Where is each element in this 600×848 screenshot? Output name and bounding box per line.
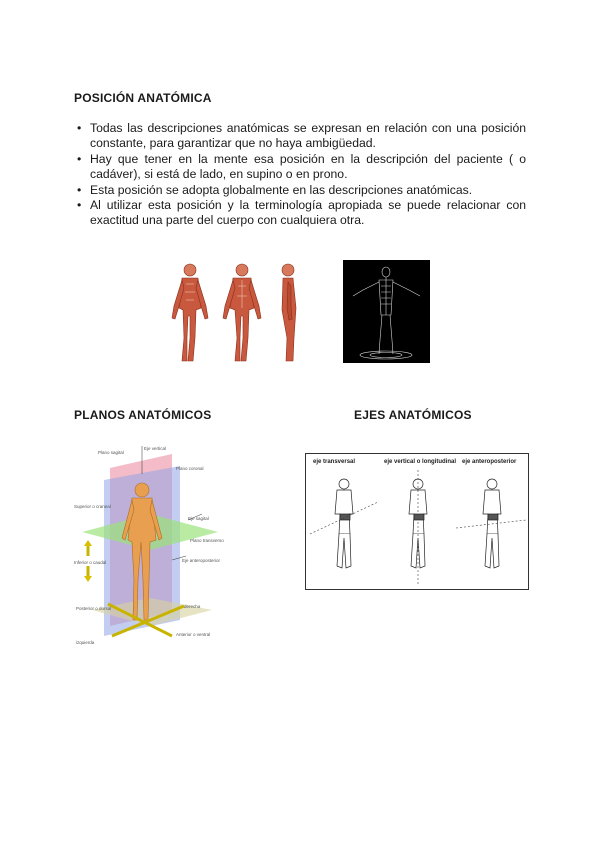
posicion-bullet-list (74, 121, 526, 229)
anatomical-planes-diagram (72, 440, 228, 650)
heading-planos-anatomicos: PLANOS ANATÓMICOS (74, 408, 212, 422)
axis-label: eje transversal (313, 459, 356, 465)
muscular-figures-image (160, 258, 310, 364)
heading-ejes-anatomicos: EJES ANATÓMICOS (354, 408, 472, 422)
planos-label: Eje vertical (144, 446, 167, 451)
axis-label: eje vertical o longitudinal (384, 459, 457, 465)
planos-label: Anterior o ventral (176, 632, 211, 637)
planos-label: derecha (184, 604, 201, 609)
planos-label: Plano sagital (98, 450, 124, 455)
planos-label: Superior o craneal (74, 504, 111, 509)
planos-label: Eje anteroposterior (182, 558, 221, 563)
planos-label: izquierda (76, 640, 95, 645)
planos-label: Plano coronal (176, 466, 204, 471)
bullet-item: • Esta posición se adopta globalmente en las descripciones anatómicas. (74, 183, 526, 198)
anatomical-axes-diagram (305, 453, 529, 590)
bullet-item: • Al utilizar esta posición y la terminología apropiada se puede relacionar con exactitud una parte del cuerpo con cualquiera otra. (74, 198, 526, 229)
planos-label: Inferior o caudal (74, 560, 107, 565)
planos-label: Eje sagital (188, 516, 209, 521)
heading-posicion-anatomica: POSICIÓN ANATÓMICA (74, 91, 212, 105)
planos-label: Posterior o dorsal (76, 606, 112, 611)
bullet-item: • Todas las descripciones anatómicas se expresan en relación con una posición constante, para garantizar que no haya ambigüedad. (74, 121, 526, 152)
bullet-item: • Hay que tener en la mente esa posición en la descripción del paciente ( o cadáver), si está de lado, en supino o en prono. (74, 152, 526, 183)
axes-figures (306, 454, 528, 589)
axis-label: eje anteroposterior (462, 459, 517, 465)
planos-label: Plano transverso (190, 538, 224, 543)
wireframe-figure-image (343, 260, 430, 363)
